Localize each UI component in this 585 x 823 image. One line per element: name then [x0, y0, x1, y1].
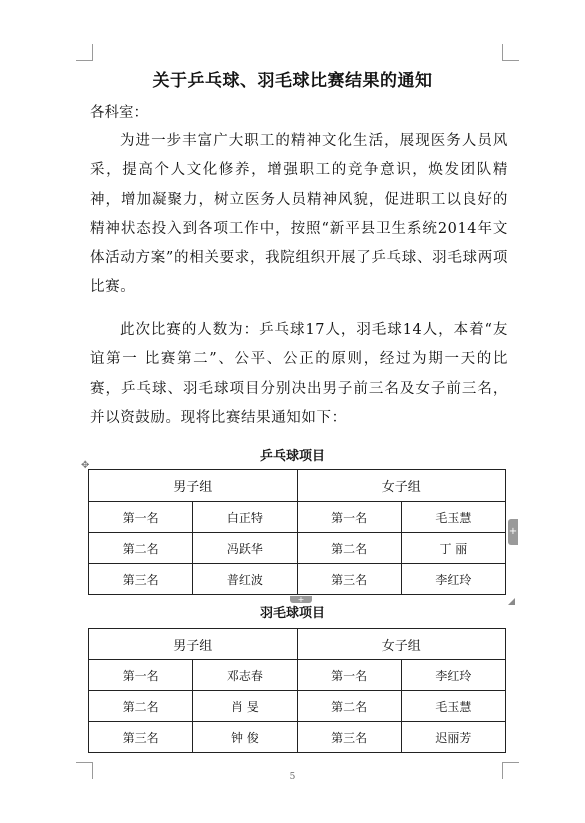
rank-cell: 第二名 — [89, 691, 193, 722]
male-winner-cell: 白正特 — [193, 502, 297, 533]
female-winner-cell: 李红玲 — [401, 660, 505, 691]
male-winner-cell: 钟 俊 — [193, 722, 297, 753]
rank-cell: 第二名 — [297, 533, 401, 564]
female-group-header: 女子组 — [297, 629, 506, 660]
male-winner-cell: 冯跃华 — [193, 533, 297, 564]
salutation: 各科室： — [90, 105, 148, 121]
female-group-header: 女子组 — [297, 470, 506, 502]
rank-cell: 第一名 — [297, 660, 401, 691]
add-row-icon[interactable]: + — [290, 596, 312, 603]
rank-cell: 第二名 — [89, 533, 193, 564]
female-winner-cell: 毛玉慧 — [401, 691, 505, 722]
crop-mark-top-right — [502, 44, 519, 61]
rank-cell: 第三名 — [89, 564, 193, 595]
document-title: 关于乒乓球、羽毛球比赛结果的通知 — [152, 71, 433, 91]
paragraph-intro: 为进一步丰富广大职工的精神文化生活，展现医务人员风采，提高个人文化修养，增强职工的竞争意识，焕发团队精神，增加凝聚力，树立医务人员精神风貌，促进职工以良好的精神状态投入到各项工作中，按照“新平县卫生系统2014年文体活动方案”的相关要求，我院组织开展了乒乓球、羽毛球两项比赛。 — [90, 133, 508, 296]
male-winner-cell: 普红波 — [193, 564, 297, 595]
table-row — [89, 660, 506, 691]
table-row — [89, 564, 506, 595]
table-row — [89, 502, 506, 533]
table-caption-table-tennis: 乒乓球项目 — [259, 449, 325, 464]
table-row — [89, 722, 506, 753]
page-number: 5 — [289, 772, 296, 782]
table-row — [89, 533, 506, 564]
table-move-handle-icon[interactable]: ✥ — [81, 460, 90, 471]
male-winner-cell: 邓志春 — [193, 660, 297, 691]
crop-mark-top-left — [76, 44, 93, 61]
female-winner-cell: 丁 丽 — [401, 533, 505, 564]
table-caption-badminton: 羽毛球项目 — [259, 606, 325, 621]
table-tennis-results-table — [88, 469, 506, 595]
rank-cell: 第一名 — [89, 502, 193, 533]
female-winner-cell: 迟丽芳 — [401, 722, 505, 753]
female-winner-cell: 李红玲 — [401, 564, 505, 595]
male-winner-cell: 肖 旻 — [193, 691, 297, 722]
rank-cell: 第三名 — [297, 722, 401, 753]
rank-cell: 第三名 — [89, 722, 193, 753]
male-group-header: 男子组 — [89, 470, 298, 502]
add-column-icon[interactable]: + — [508, 519, 518, 545]
rank-cell: 第三名 — [297, 564, 401, 595]
rank-cell: 第一名 — [89, 660, 193, 691]
female-winner-cell: 毛玉慧 — [401, 502, 505, 533]
rank-cell: 第一名 — [297, 502, 401, 533]
table-row — [89, 691, 506, 722]
male-group-header: 男子组 — [89, 629, 298, 660]
paragraph-results-intro: 此次比赛的人数为：乒乓球17人，羽毛球14人，本着“友谊第一 比赛第二”、公平、公正的原则，经过为期一天的比赛，乒乓球、羽毛球项目分别决出男子前三名及女子前三名，并以资鼓励。现将比赛结果通知如下： — [90, 322, 508, 426]
rank-cell: 第二名 — [297, 691, 401, 722]
badminton-results-table — [88, 628, 506, 753]
